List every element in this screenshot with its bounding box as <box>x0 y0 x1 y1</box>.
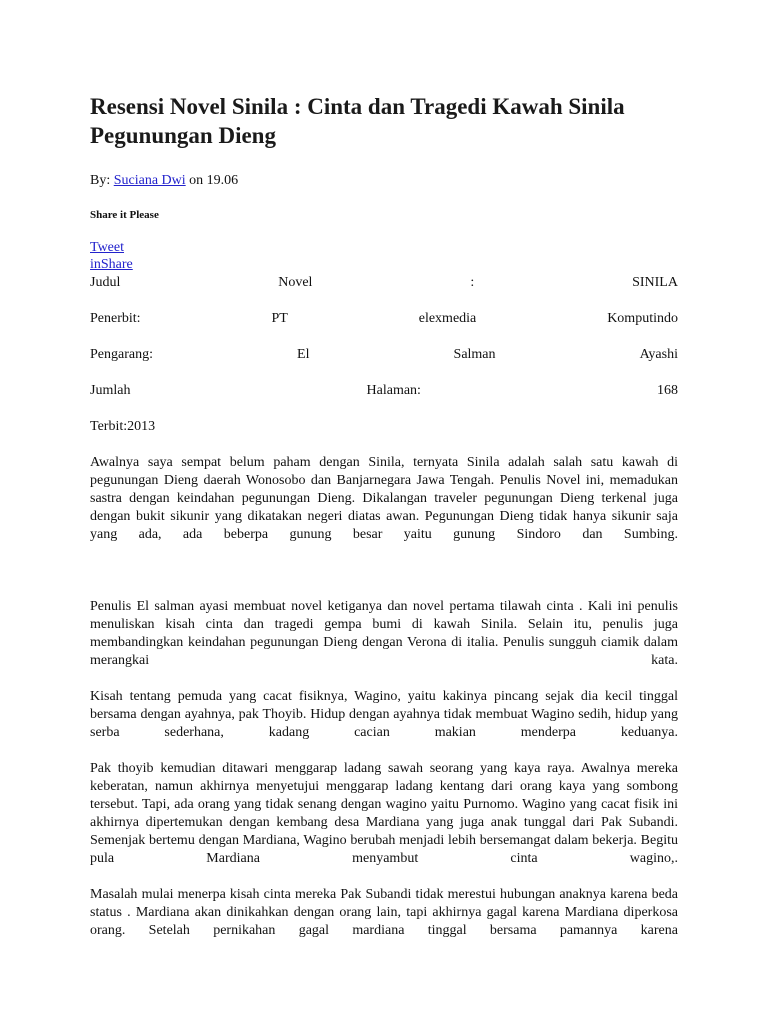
meta-row-judul <box>90 274 678 292</box>
paragraph: Penulis El salman ayasi membuat novel ketiganya dan novel pertama tilawah cinta . Kali ini penulis menuliskan kisah cinta dan tragedi gempa bumi di kawah Sinila. Selain itu, penulis juga membandingkan keindahan pegunungan Dieng dengan Verona di italia. Penulis sungguh ciamik dalam merangkai kata. <box>90 599 678 668</box>
article-title: Resensi Novel Sinila : Cinta dan Tragedi Kawah Sinila Pegunungan Dieng <box>90 94 625 148</box>
meta-row-pengarang <box>90 346 678 364</box>
meta-cell: 168 <box>657 383 678 398</box>
author-link[interactable]: Suciana Dwi <box>113 173 186 188</box>
meta-cell: Komputindo <box>607 311 678 326</box>
paragraph: Masalah mulai menerpa kisah cinta mereka Pak Subandi tidak merestui hubungan anaknya karena beda status . Mardiana akan dinikahkan dengan orang lain, tapi akhirnya gagal karena Mardiana diperkosa orang. Setelah pernikahan gagal mardiana tinggal bersama pamannya karena <box>90 887 678 938</box>
meta-cell: Halaman: <box>366 383 421 398</box>
meta-row-penerbit <box>90 310 678 328</box>
inshare-link[interactable]: inShare <box>90 257 133 272</box>
meta-cell: SINILA <box>632 275 678 290</box>
byline-date: on 19.06 <box>185 173 239 188</box>
meta-cell: Pengarang: <box>90 347 153 362</box>
meta-cell: : <box>470 275 475 290</box>
article <box>90 92 678 940</box>
paragraph: Kisah tentang pemuda yang cacat fisiknya, Wagino, yaitu kakinya pincang sejak dia kecil tinggal bersama dengan ayahnya, pak Thoyib. Hidup dengan ayahnya tidak membuat Wagino sedih, hidup yang serba sederhana, kadang cacian makian menderpa keduanya. <box>90 689 678 740</box>
meta-cell: Salman <box>453 347 496 362</box>
meta-cell: Penerbit: <box>90 311 141 326</box>
share-label: Share it Please <box>90 209 159 221</box>
meta-cell: elexmedia <box>418 311 477 326</box>
meta-cell: Jumlah <box>90 383 131 398</box>
share-links <box>90 239 678 273</box>
paragraph: Awalnya saya sempat belum paham dengan Sinila, ternyata Sinila adalah salah satu kawah di pegunungan Dieng daerah Wonosobo dan Banjarnegara Jawa Tengah. Penulis Novel ini, memadukan sastra dengan keindahan pegunungan Dieng. Dikalangan traveler pegunungan Dieng terkenal juga dengan bukit sikunir yang dikatakan negeri diatas awan. Pegunungan Dieng tidak hanya sikunir saja yang ada, ada beberpa gunung besar yaitu gunung Sindoro dan Sumbing. <box>90 455 678 542</box>
meta-cell: Judul <box>90 275 121 290</box>
meta-cell: Novel <box>278 275 313 290</box>
paragraph: Pak thoyib kemudian ditawari menggarap ladang sawah seorang yang kaya raya. Awalnya mereka keberatan, namun akhirnya menyetujui menggarap ladang kentang dari orang kaya yang sombong tersebut. Tapi, ada orang yang tidak senang dengan wagino yaitu Purnomo. Wagino yang cacat fisik ini akhirnya dipertemukan dengan kembang desa Mardiana yang juga anak tunggal dari Pak Subandi. Semenjak bertemu dengan Mardiana, Wagino berubah menjadi lebih bersemangat dalam bekerja. Begitu pula Mardiana menyambut cinta wagino,. <box>90 761 678 866</box>
byline <box>90 172 678 190</box>
terbit-line: Terbit:2013 <box>90 419 156 434</box>
tweet-link[interactable]: Tweet <box>90 240 125 255</box>
meta-row-jumlah <box>90 382 678 400</box>
meta-cell: El <box>297 347 310 362</box>
byline-prefix: By: <box>90 173 114 188</box>
meta-cell: Ayashi <box>639 347 678 362</box>
meta-cell: PT <box>271 311 288 326</box>
